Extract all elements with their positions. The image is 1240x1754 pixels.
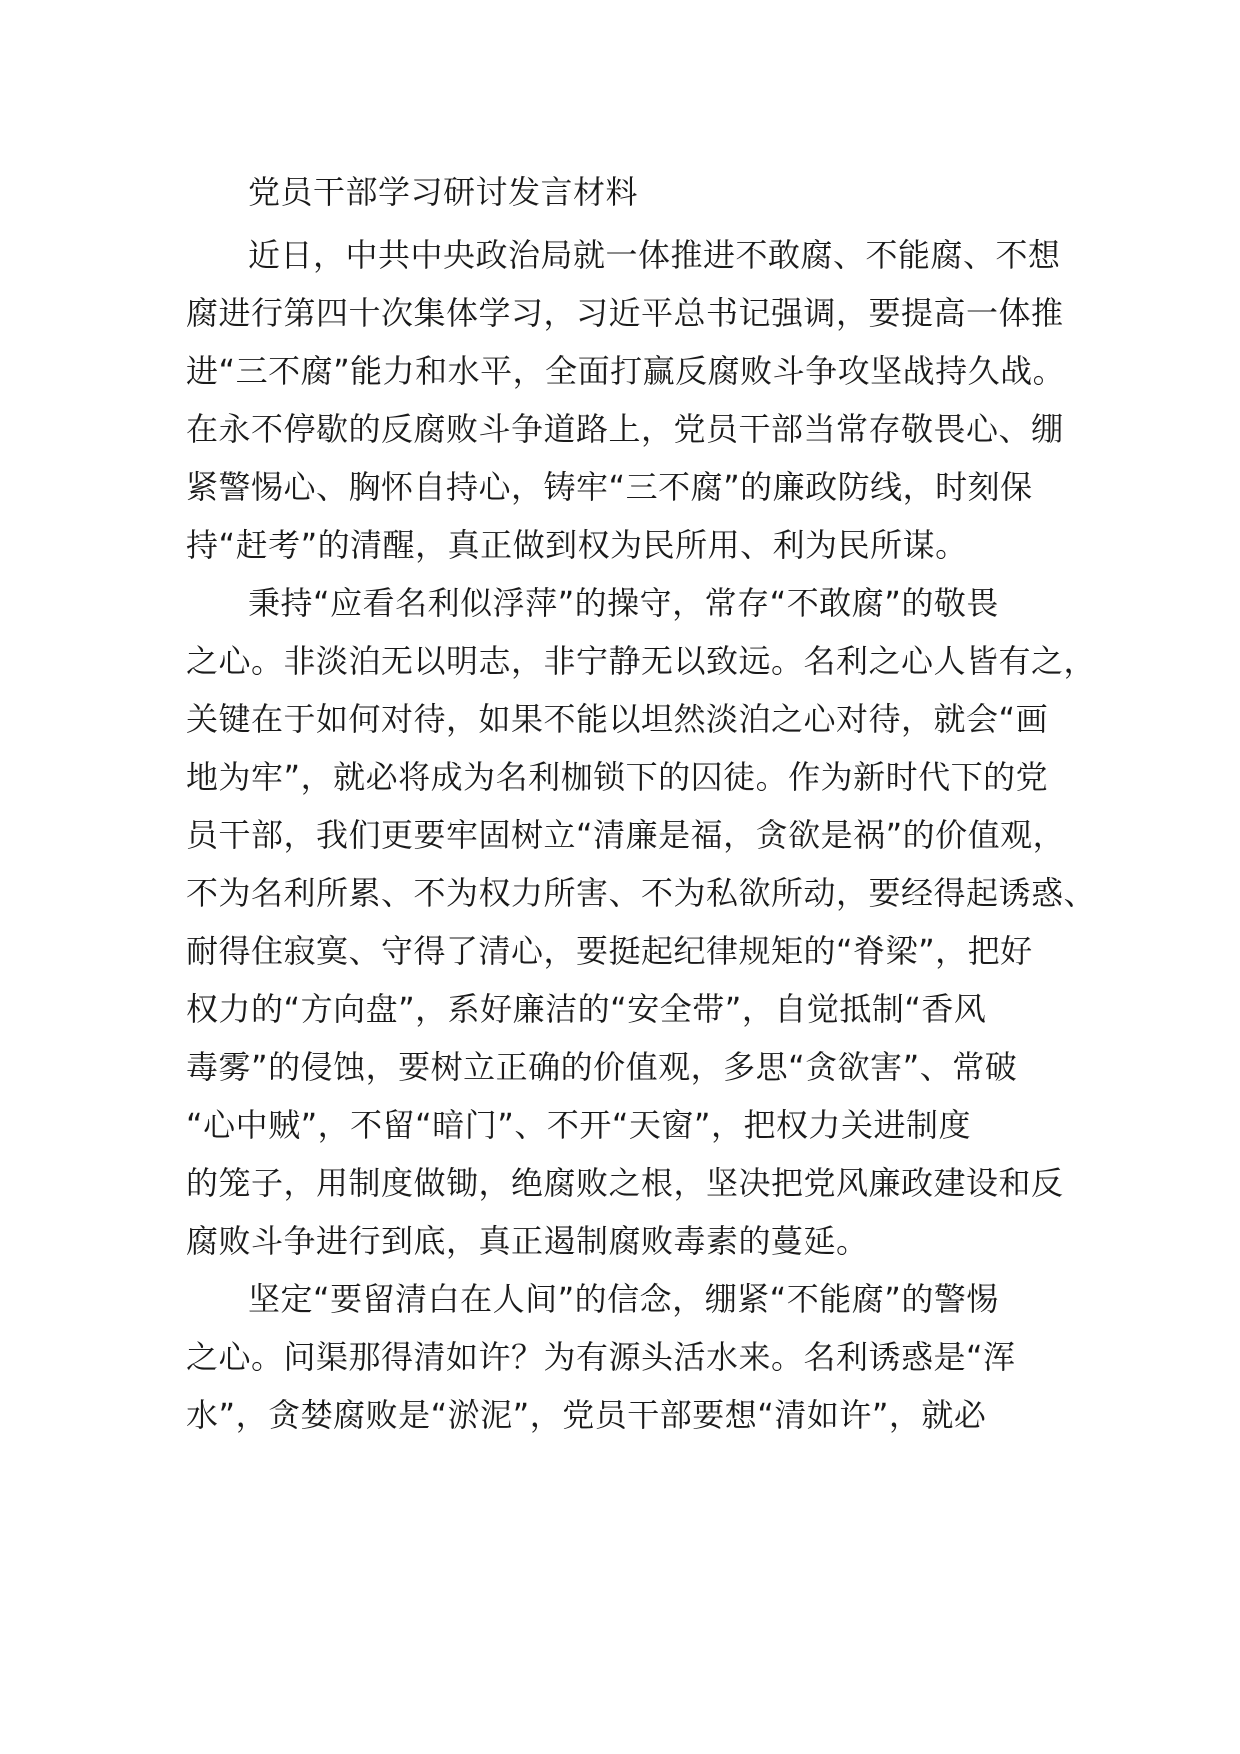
text-line: 腐进行第四十次集体学习，习近平总书记强调，要提高一体推 <box>186 294 1064 332</box>
text-line: 耐得住寂寞、守得了清心，要挺起纪律规矩的“脊梁”，把好 <box>186 932 1033 970</box>
text-line: 关键在于如何对待，如果不能以坦然淡泊之心对待，就会“画 <box>186 700 1049 738</box>
text-line: 毒雾”的侵蚀，要树立正确的价值观，多思“贪欲害”、常破 <box>186 1048 1018 1086</box>
text-line: 进“三不腐”能力和水平，全面打赢反腐败斗争攻坚战持久战。 <box>186 352 1066 390</box>
text-line: 腐败斗争进行到底，真正遏制腐败毒素的蔓延。 <box>186 1222 869 1260</box>
document-title: 党员干部学习研讨发言材料 <box>248 173 639 211</box>
text-line: 地为牢”，就必将成为名利枷锁下的囚徒。作为新时代下的党 <box>186 758 1049 796</box>
text-line: 水”，贪婪腐败是“淤泥”，党员干部要想“清如许”，就必 <box>186 1396 987 1434</box>
text-line: 在永不停歇的反腐败斗争道路上，党员干部当常存敬畏心、绷 <box>186 410 1064 448</box>
text-line: 之心。问渠那得清如许？为有源头活水来。名利诱惑是“浑 <box>186 1338 1016 1376</box>
text-line: 秉持“应看名利似浮萍”的操守，常存“不敢腐”的敬畏 <box>248 584 999 622</box>
text-line: 的笼子，用制度做锄，绝腐败之根，坚决把党风廉政建设和反 <box>186 1164 1064 1202</box>
text-line: “心中贼”，不留“暗门”、不开“天窗”，把权力关进制度 <box>186 1106 971 1144</box>
text-line: 员干部，我们更要牢固树立“清廉是福，贪欲是祸”的价值观， <box>186 816 1066 854</box>
text-line: 坚定“要留清白在人间”的信念，绷紧“不能腐”的警惕 <box>248 1280 999 1318</box>
text-line: 不为名利所累、不为权力所害、不为私欲所动，要经得起诱惑、 <box>186 874 1097 912</box>
text-line: 近日，中共中央政治局就一体推进不敢腐、不能腐、不想 <box>248 236 1061 274</box>
text-line: 持“赶考”的清醒，真正做到权为民所用、利为民所谋。 <box>186 526 968 564</box>
text-line: 紧警惕心、胸怀自持心，铸牢“三不腐”的廉政防线，时刻保 <box>186 468 1033 506</box>
text-line: 权力的“方向盘”，系好廉洁的“安全带”，自觉抵制“香风 <box>186 990 987 1028</box>
text-line: 之心。非淡泊无以明志，非宁静无以致远。名利之心人皆有之， <box>186 642 1097 680</box>
